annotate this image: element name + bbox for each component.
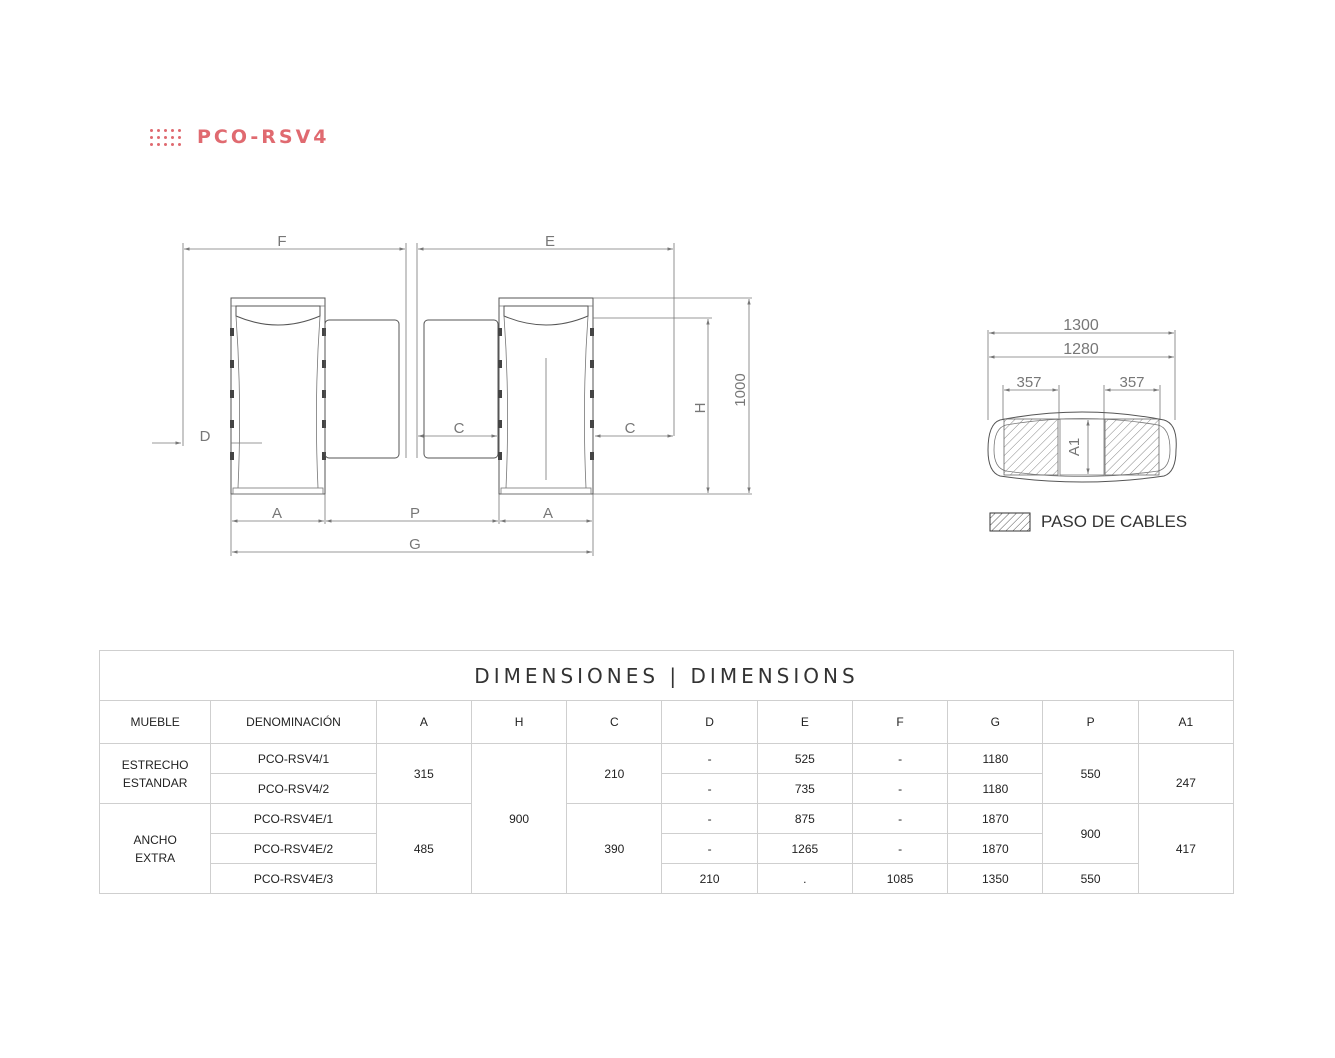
cell-h: 900 [471, 744, 566, 894]
cell-f: - [852, 744, 947, 774]
cell-f: - [852, 834, 947, 864]
col-header-mueble: MUEBLE [100, 701, 211, 744]
group-ancho: ANCHO EXTRA [100, 804, 211, 894]
cell-e: 875 [757, 804, 852, 834]
right-flap [424, 320, 498, 458]
cell-f: 1085 [852, 864, 947, 894]
cell-d: - [662, 804, 757, 834]
cell-a: 315 [376, 744, 471, 804]
cell-e: 1265 [757, 834, 852, 864]
legend [989, 512, 1187, 532]
dim-label-c-left: C [453, 420, 465, 437]
dim-label-a-left: A [271, 505, 283, 522]
dim-label-e: E [544, 233, 556, 250]
col-header-c: C [567, 701, 662, 744]
col-header-d: D [662, 701, 757, 744]
table-row [100, 804, 1234, 834]
cell-a1: 247 [1138, 744, 1233, 804]
cell-denominacion: PCO-RSV4E/2 [211, 834, 376, 864]
cell-c: 390 [567, 804, 662, 894]
cell-e: 525 [757, 744, 852, 774]
col-header-denominacion: DENOMINACIÓN [211, 701, 376, 744]
dim-label-d: D [199, 428, 211, 445]
col-header-e: E [757, 701, 852, 744]
dim-label-p: P [409, 505, 421, 522]
cell-d: 210 [662, 864, 757, 894]
table-row [100, 864, 1234, 894]
cell-denominacion: PCO-RSV4/2 [211, 774, 376, 804]
cell-a: 485 [376, 804, 471, 894]
dim-label-a-right: A [542, 505, 554, 522]
cell-e: . [757, 864, 852, 894]
group-estrecho: ESTRECHO ESTANDAR [100, 744, 211, 804]
dim-label-f: F [277, 233, 287, 250]
cell-g: 1870 [948, 834, 1043, 864]
plan-dim-357-left: 357 [1016, 374, 1042, 391]
col-header-h: H [471, 701, 566, 744]
col-header-p: P [1043, 701, 1138, 744]
dim-label-g: G [409, 536, 421, 553]
cell-d: - [662, 744, 757, 774]
cell-g: 1180 [948, 744, 1043, 774]
cell-p: 900 [1043, 804, 1138, 864]
cell-g: 1870 [948, 804, 1043, 834]
cell-d: - [662, 774, 757, 804]
cell-a1: 417 [1138, 804, 1233, 894]
table-title: DIMENSIONES | DIMENSIONS [100, 651, 1234, 701]
col-header-f: F [852, 701, 947, 744]
dimensions-table [99, 650, 1234, 894]
cell-f: - [852, 804, 947, 834]
table-row [100, 744, 1234, 774]
plan-dim-a1: A1 [1066, 437, 1083, 457]
dim-label-total-height: 1000 [732, 373, 749, 407]
cell-denominacion: PCO-RSV4/1 [211, 744, 376, 774]
cell-g: 1350 [948, 864, 1043, 894]
cell-denominacion: PCO-RSV4E/1 [211, 804, 376, 834]
cell-d: - [662, 834, 757, 864]
legend-label: PASO DE CABLES [1041, 512, 1188, 531]
plan-dim-357-right: 357 [1119, 374, 1145, 391]
left-flap [325, 320, 399, 458]
left-cabinet [230, 298, 326, 494]
col-header-g: G [948, 701, 1043, 744]
plan-dim-1300: 1300 [1063, 317, 1099, 334]
cell-p: 550 [1043, 864, 1138, 894]
plan-dim-1280: 1280 [1063, 341, 1099, 358]
right-cabinet [498, 298, 594, 494]
page-title: PCO-RSV4 [197, 126, 330, 148]
col-header-a: A [376, 701, 471, 744]
cell-denominacion: PCO-RSV4E/3 [211, 864, 376, 894]
cell-f: - [852, 774, 947, 804]
dim-label-c-right: C [624, 420, 636, 437]
cell-g: 1180 [948, 774, 1043, 804]
dim-label-h: H [692, 402, 709, 414]
cell-e: 735 [757, 774, 852, 804]
hatch-swatch-icon [989, 512, 1031, 532]
col-header-a1: A1 [1138, 701, 1233, 744]
cell-p: 550 [1043, 744, 1138, 804]
cell-c: 210 [567, 744, 662, 804]
